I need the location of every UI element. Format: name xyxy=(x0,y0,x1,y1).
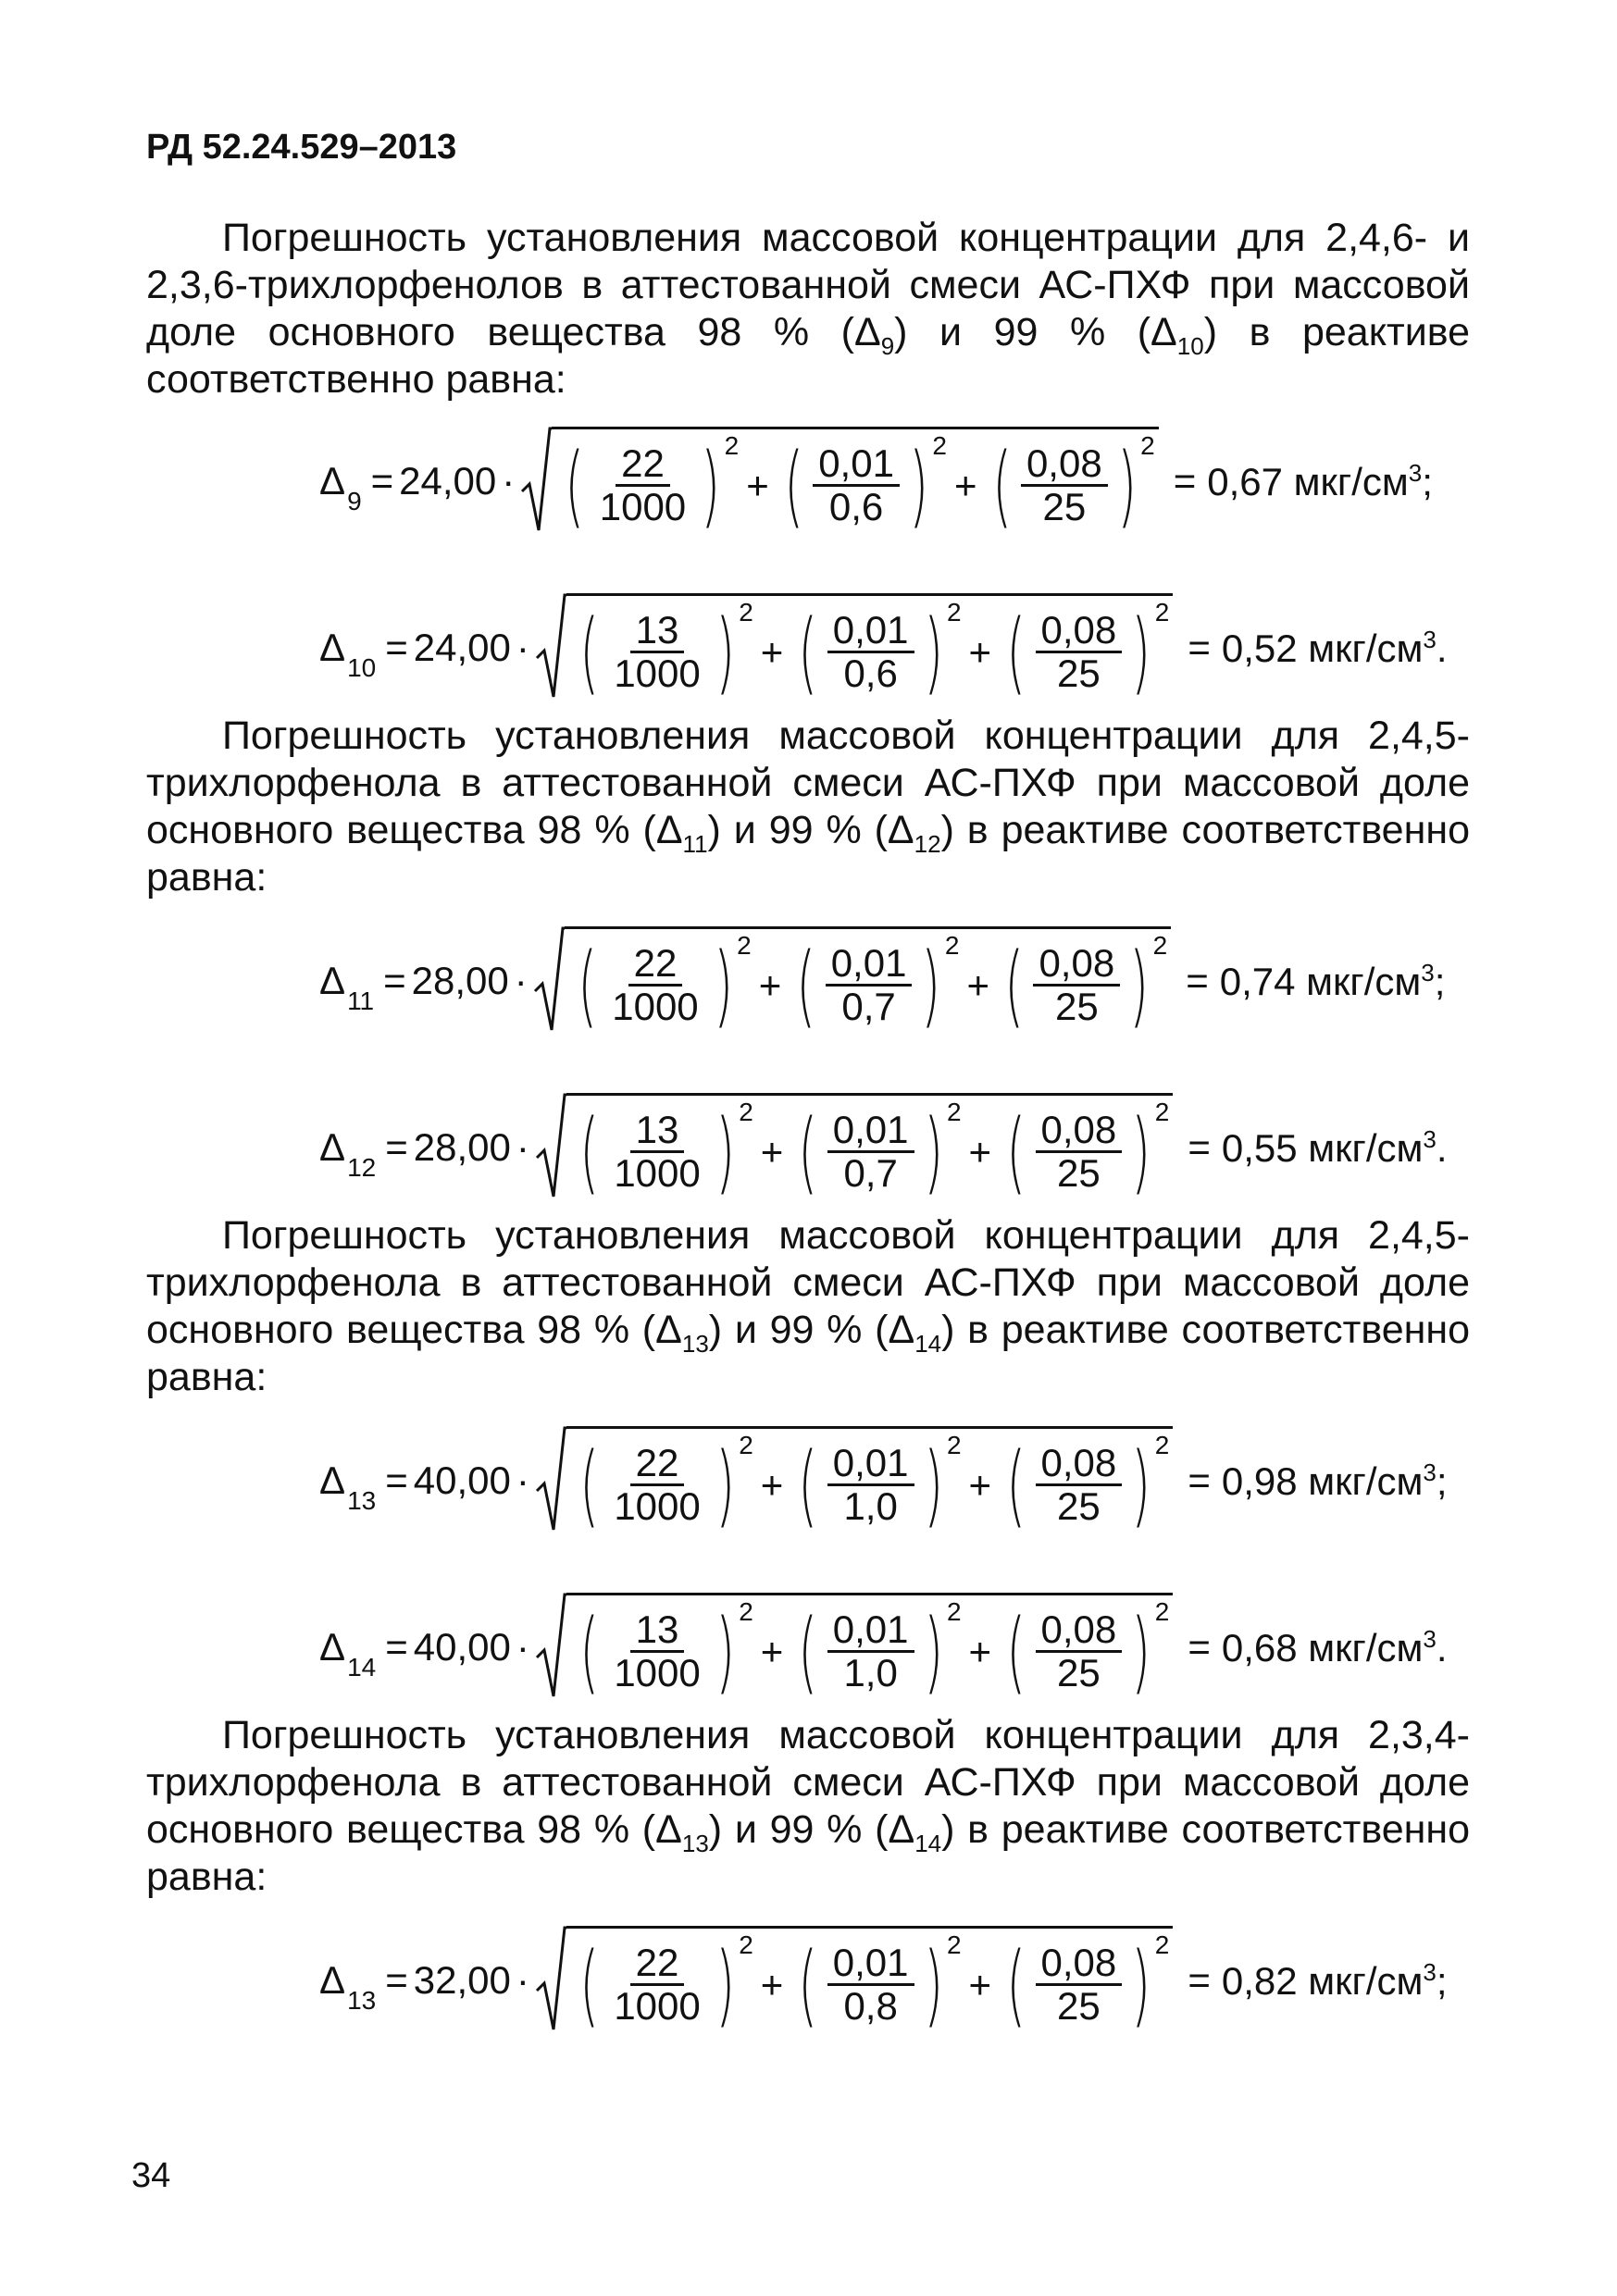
equals-sign: = xyxy=(1186,959,1209,1002)
result-value: 0,74 мкг/$см^3$; xyxy=(1219,958,1446,1003)
paragraph-4: Погрешность установления массовой концентрации для 2,3,4-трихлорфенола в аттестованной смеси АС-ПХФ при массовой доле основного вещества 98 % $(\Delta_{13})$ и 99 % $(\Delta_{14})$ в реактиве соответственно равна: xyxy=(146,1713,1471,1899)
parenthesized-fraction: ( $\frac{22}{1000}$ ) xyxy=(579,1932,735,2037)
plus-sign: + xyxy=(953,463,977,507)
fraction-denominator: 1000 xyxy=(599,485,687,528)
fraction xyxy=(1036,610,1123,694)
plus-sign: + xyxy=(746,463,769,507)
delta-symbol: Δ 11 xyxy=(319,959,375,1015)
exponent: 2 xyxy=(1154,1431,1170,1459)
fraction-numerator: 0,08 xyxy=(1036,1942,1123,1986)
equation xyxy=(319,1925,1448,2036)
fraction-denominator: 25 xyxy=(1054,985,1099,1028)
paragraph-1: Погрешность установления массовой концентрации для 2,4,6- и 2,3,6-трихлорфенолов в аттестованной смеси АС-ПХФ при массовой доле основного вещества 98 % $(\Delta_9)$ и 99 % $(\Delta_{10})$ в реактиве соответственно равна: xyxy=(146,216,1470,402)
result-value: 0,68 мкг/$см^3$. xyxy=(1221,1624,1448,1669)
document-code-header: РД 52.24.529–2013 xyxy=(146,128,457,167)
fraction-denominator: 0,6 xyxy=(843,652,898,695)
exponent: 2 xyxy=(737,931,752,960)
parenthesized-fraction: ( $\frac{0,08}{25}$ ) xyxy=(1006,600,1151,704)
fraction xyxy=(608,1609,705,1694)
fraction xyxy=(1021,443,1108,527)
fraction-denominator: 25 xyxy=(1057,1984,1101,2028)
coefficient: 32,00 xyxy=(413,1958,511,2002)
fraction xyxy=(827,1443,914,1527)
fraction-numerator: 0,08 xyxy=(1033,943,1120,987)
square-root xyxy=(520,427,1158,536)
fraction-denominator: 0,7 xyxy=(843,1151,898,1195)
plus-sign: + xyxy=(760,1629,784,1673)
fraction-denominator: 25 xyxy=(1057,1151,1101,1195)
fraction xyxy=(1036,1110,1123,1194)
radical-sign-icon xyxy=(535,593,566,702)
plus-sign: + xyxy=(968,1462,992,1507)
parenthesized-fraction: ( $\frac{0,01}{0,6}$ ) xyxy=(798,600,943,704)
equals-sign: = xyxy=(385,626,408,669)
parenthesized-fraction: ( $\frac{0,01}{0,7}$ ) xyxy=(798,1099,943,1204)
square-root xyxy=(535,1426,1173,1535)
fraction xyxy=(827,1609,914,1694)
plus-sign: + xyxy=(968,1629,992,1673)
exponent: 2 xyxy=(1154,1597,1170,1626)
equation xyxy=(319,1092,1448,1203)
square-root xyxy=(535,1926,1173,2035)
fraction-numerator: 0,08 xyxy=(1036,1609,1123,1653)
multiply-dot: · xyxy=(502,459,516,503)
fraction-denominator: 1000 xyxy=(614,1984,701,2028)
equals-sign: = xyxy=(385,1625,408,1669)
fraction xyxy=(1036,1609,1123,1694)
fraction xyxy=(827,1110,914,1194)
coefficient: 24,00 xyxy=(399,459,497,503)
exponent: 2 xyxy=(1140,431,1155,460)
fraction-numerator: 22 xyxy=(628,943,683,987)
fraction-denominator: 0,8 xyxy=(843,1984,898,2028)
fraction xyxy=(826,943,913,1027)
exponent: 2 xyxy=(946,1930,962,1959)
equals-sign: = xyxy=(385,1125,408,1169)
coefficient: 28,00 xyxy=(411,959,509,1002)
exponent: 2 xyxy=(946,1597,962,1626)
parenthesized-fraction: ( $\frac{0,01}{0,6}$ ) xyxy=(784,433,928,538)
parenthesized-fraction: ( $\frac{0,01}{0,8}$ ) xyxy=(798,1932,943,2037)
equals-sign: = xyxy=(1173,459,1197,503)
plus-sign: + xyxy=(968,1962,992,2006)
paragraph-2: Погрешность установления массовой концентрации для 2,4,5-трихлорфенола в аттестованной смеси АС-ПХФ при массовой доле основного вещества 98 % $(\Delta_{11})$ и 99 % $(\Delta_{12})$ в реактиве соответственно равна: xyxy=(146,714,1471,900)
exponent: 2 xyxy=(944,931,960,960)
exponent: 2 xyxy=(739,1930,753,1959)
equals-sign: = xyxy=(1188,1125,1211,1169)
equals-sign: = xyxy=(1188,1958,1211,2002)
fraction xyxy=(827,1942,914,2027)
fraction xyxy=(606,943,703,1027)
plus-sign: + xyxy=(758,962,782,1007)
parenthesized-fraction: ( $\frac{0,08}{25}$ ) xyxy=(1006,1099,1151,1204)
plus-sign: + xyxy=(968,1129,992,1173)
parenthesized-fraction: ( $\frac{13}{1000}$ ) xyxy=(579,600,735,704)
fraction xyxy=(608,1942,705,2027)
multiply-dot: · xyxy=(516,1625,529,1669)
delta-subscript: 11 xyxy=(347,987,375,1015)
result-value: 0,67 мкг/$см^3$; xyxy=(1207,458,1433,503)
fraction-numerator: 0,01 xyxy=(813,443,900,487)
fraction-numerator: 22 xyxy=(630,1443,685,1486)
radical-sign-icon xyxy=(535,1426,566,1535)
coefficient: 24,00 xyxy=(413,626,511,669)
fraction-numerator: 0,01 xyxy=(827,1110,914,1153)
fraction xyxy=(827,610,914,694)
fraction-numerator: 0,01 xyxy=(827,1942,914,1986)
fraction-numerator: 13 xyxy=(630,1110,685,1153)
fraction-denominator: 1000 xyxy=(614,1151,701,1195)
equation xyxy=(319,1592,1448,1703)
fraction xyxy=(1036,1443,1123,1527)
square-root xyxy=(535,1093,1173,1202)
exponent: 2 xyxy=(739,598,753,627)
equals-sign: = xyxy=(1188,1625,1211,1669)
parenthesized-fraction: ( $\frac{0,08}{25}$ ) xyxy=(1004,933,1150,1037)
exponent: 2 xyxy=(1154,1098,1170,1126)
fraction-numerator: 0,08 xyxy=(1021,443,1108,487)
radical-sign-icon xyxy=(535,1926,566,2035)
parenthesized-fraction: ( $\frac{0,01}{1,0}$ ) xyxy=(798,1599,943,1704)
equation xyxy=(319,1425,1448,1536)
fraction-numerator: 13 xyxy=(630,610,685,653)
coefficient: 40,00 xyxy=(413,1625,511,1669)
fraction-numerator: 0,01 xyxy=(827,1443,914,1486)
equation xyxy=(319,426,1433,537)
parenthesized-fraction: ( $\frac{0,01}{0,7}$ ) xyxy=(796,933,941,1037)
multiply-dot: · xyxy=(514,959,528,1002)
parenthesized-fraction: ( $\frac{22}{1000}$ ) xyxy=(579,1433,735,1537)
plus-sign: + xyxy=(760,629,784,674)
coefficient: 28,00 xyxy=(413,1125,511,1169)
delta-symbol: Δ 12 xyxy=(319,1125,377,1182)
fraction xyxy=(1033,943,1120,1027)
fraction xyxy=(608,1443,705,1527)
radical-sign-icon xyxy=(535,1593,566,1702)
fraction-denominator: 25 xyxy=(1057,1484,1101,1528)
fraction-numerator: 0,08 xyxy=(1036,610,1123,653)
fraction xyxy=(594,443,691,527)
parenthesized-fraction: ( $\frac{0,08}{25}$ ) xyxy=(991,433,1137,538)
radical-sign-icon xyxy=(520,427,552,536)
page-number: 34 xyxy=(131,2156,171,2195)
fraction-numerator: 0,01 xyxy=(826,943,913,987)
fraction-denominator: 1,0 xyxy=(843,1651,898,1694)
coefficient: 40,00 xyxy=(413,1458,511,1502)
fraction-denominator: 1000 xyxy=(614,1651,701,1694)
parenthesized-fraction: ( $\frac{0,08}{25}$ ) xyxy=(1006,1599,1151,1704)
plus-sign: + xyxy=(760,1462,784,1507)
equals-sign: = xyxy=(1188,626,1211,669)
plus-sign: + xyxy=(966,962,989,1007)
fraction-denominator: 0,7 xyxy=(841,985,896,1028)
multiply-dot: · xyxy=(516,1958,529,2002)
multiply-dot: · xyxy=(516,1125,529,1169)
paragraph-3: Погрешность установления массовой концентрации для 2,4,5-трихлорфенола в аттестованной смеси АС-ПХФ при массовой доле основного вещества 98 % $(\Delta_{13})$ и 99 % $(\Delta_{14})$ в реактиве соответственно равна: xyxy=(146,1213,1471,1399)
equals-sign: = xyxy=(370,459,394,503)
plus-sign: + xyxy=(760,1129,784,1173)
fraction-numerator: 0,08 xyxy=(1036,1110,1123,1153)
fraction-denominator: 1000 xyxy=(612,985,699,1028)
fraction-numerator: 0,01 xyxy=(827,610,914,653)
equation xyxy=(319,925,1445,1036)
equation xyxy=(319,592,1448,703)
parenthesized-fraction: ( $\frac{0,08}{25}$ ) xyxy=(1006,1932,1151,2037)
plus-sign: + xyxy=(968,629,992,674)
fraction-numerator: 13 xyxy=(630,1609,685,1653)
fraction-denominator: 25 xyxy=(1042,485,1087,528)
radical-sign-icon xyxy=(533,926,565,1036)
fraction xyxy=(1036,1942,1123,2027)
fraction-denominator: 25 xyxy=(1057,652,1101,695)
delta-symbol: Δ 9 xyxy=(319,459,362,515)
parenthesized-fraction: ( $\frac{0,01}{1,0}$ ) xyxy=(798,1433,943,1537)
fraction-numerator: 0,08 xyxy=(1036,1443,1123,1486)
square-root xyxy=(535,1593,1173,1702)
exponent: 2 xyxy=(932,431,947,460)
delta-subscript: 9 xyxy=(347,487,362,515)
exponent: 2 xyxy=(1152,931,1168,960)
result-value: 0,82 мкг/$см^3$; xyxy=(1221,1957,1448,2003)
multiply-dot: · xyxy=(516,1458,529,1502)
exponent: 2 xyxy=(946,1431,962,1459)
exponent: 2 xyxy=(724,431,740,460)
parenthesized-fraction: ( $\frac{13}{1000}$ ) xyxy=(579,1099,735,1204)
parenthesized-fraction: ( $\frac{0,08}{25}$ ) xyxy=(1006,1433,1151,1537)
exponent: 2 xyxy=(946,1098,962,1126)
fraction-denominator: 1,0 xyxy=(843,1484,898,1528)
square-root xyxy=(535,593,1173,702)
fraction-numerator: 22 xyxy=(630,1942,685,1986)
exponent: 2 xyxy=(739,1597,753,1626)
fraction-denominator: 1000 xyxy=(614,1484,701,1528)
exponent: 2 xyxy=(946,598,962,627)
equals-sign: = xyxy=(1188,1458,1211,1502)
equals-sign: = xyxy=(385,1458,408,1502)
delta-subscript: 13 xyxy=(347,1986,377,2015)
parenthesized-fraction: ( $\frac{13}{1000}$ ) xyxy=(579,1599,735,1704)
delta-subscript: 13 xyxy=(347,1486,377,1515)
delta-symbol: Δ 13 xyxy=(319,1458,377,1515)
square-root xyxy=(533,926,1171,1036)
delta-symbol: Δ 14 xyxy=(319,1625,377,1682)
multiply-dot: · xyxy=(516,626,529,669)
exponent: 2 xyxy=(739,1098,753,1126)
delta-symbol: Δ 10 xyxy=(319,626,377,682)
result-value: 0,98 мкг/$см^3$; xyxy=(1221,1458,1448,1503)
delta-subscript: 10 xyxy=(347,653,377,682)
result-value: 0,55 мкг/$см^3$. xyxy=(1221,1124,1448,1170)
equals-sign: = xyxy=(383,959,406,1002)
exponent: 2 xyxy=(739,1431,753,1459)
fraction xyxy=(608,1110,705,1194)
fraction-denominator: 0,6 xyxy=(828,485,884,528)
fraction-denominator: 25 xyxy=(1057,1651,1101,1694)
fraction xyxy=(813,443,900,527)
result-value: 0,52 мкг/$см^3$. xyxy=(1221,625,1448,670)
exponent: 2 xyxy=(1154,598,1170,627)
plus-sign: + xyxy=(760,1962,784,2006)
fraction xyxy=(608,610,705,694)
parenthesized-fraction: ( $\frac{22}{1000}$ ) xyxy=(578,933,733,1037)
fraction-numerator: 22 xyxy=(616,443,670,487)
exponent: 2 xyxy=(1154,1930,1170,1959)
parenthesized-fraction: ( $\frac{22}{1000}$ ) xyxy=(565,433,721,538)
fraction-numerator: 0,01 xyxy=(827,1609,914,1653)
equals-sign: = xyxy=(385,1958,408,2002)
delta-symbol: Δ 13 xyxy=(319,1958,377,2015)
radical-sign-icon xyxy=(535,1093,566,1202)
delta-subscript: 12 xyxy=(347,1153,377,1182)
fraction-denominator: 1000 xyxy=(614,652,701,695)
delta-subscript: 14 xyxy=(347,1653,377,1682)
